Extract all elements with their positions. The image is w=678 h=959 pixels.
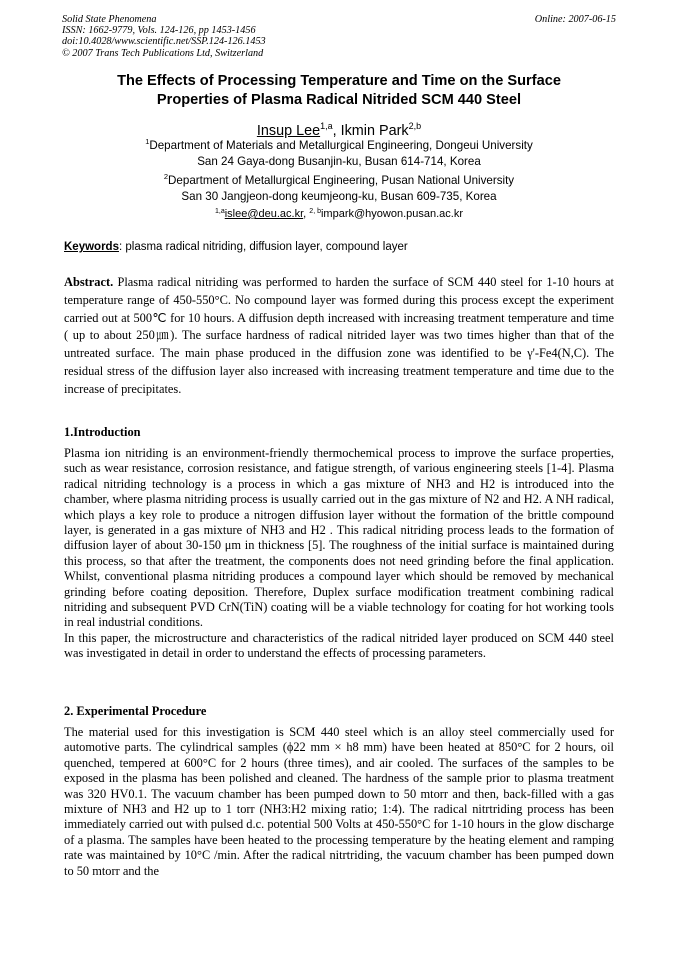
experimental-paragraph-1: The material used for this investigation is SCM 440 steel which is an alloy steel commercially used for automotive parts. The cylindrical samples (ϕ22 mm × h8 mm) have been heated at 850°C for 2 hours, oil quenched, tempered at 600°C for 2 hours (three times), and air cooled. The surfaces of the samples to be exposed in the plasma has been polished and cleaned. The hardness of the sample prior to plasma treatment was 320 HV0.1. The vacuum chamber has been pumped down to 50 mtorr and then, back-filled with a gas mixture of NH3 and H2 up to 1 torr (NH3:H2 mixing ratio; 1:4). The radical nitrtriding process has been immediately carried out with pulsed d.c. potential 500 Volts at 450-550°C for 1-10 hours in the glow discharge of a plasma. The samples have been heated to the processing temperature by the heating element and ramping rate was maintained by 10°C /min. After the radical nitrtriding, the vacuum chamber has been pumped down to 50 mtorr and the — [64, 725, 614, 878]
introduction-body — [64, 446, 614, 662]
abstract-label: Abstract. — [64, 275, 114, 289]
email-b-sup: 2, b — [309, 208, 321, 215]
keywords-label: Keywords — [64, 241, 119, 253]
affiliation-2-sup: 2 — [163, 172, 169, 181]
author-2-sup: 2,b — [408, 121, 422, 131]
email-separator: , — [303, 208, 310, 220]
email-line — [40, 205, 638, 221]
affiliation-1-sup: 1 — [145, 137, 150, 146]
journal-name: Solid State Phenomena — [62, 14, 157, 25]
affiliation-1-line-1: Department of Materials and Metallurgical Engineering, Dongeui University — [149, 139, 533, 152]
title-line-1: The Effects of Processing Temperature and Time on the Surface — [117, 73, 561, 89]
doi-line: doi:10.4028/www.scientific.net/SSP.124-126.1453 — [62, 36, 266, 48]
paper-title — [40, 72, 638, 110]
email-a-sup: 1,a — [215, 208, 225, 215]
affiliation-2-line-2: San 30 Jangjeon-dong keumjeong-ku, Busan 609-735, Korea — [181, 189, 497, 203]
section-heading-introduction: 1.Introduction — [64, 425, 141, 439]
keywords — [64, 240, 408, 254]
online-date: Online: 2007-06-15 — [534, 14, 616, 25]
email-link-a[interactable]: islee@deu.ac.kr — [224, 208, 304, 220]
affiliation-1 — [40, 134, 638, 169]
abstract — [64, 274, 614, 399]
author-1-sup: 1,a — [320, 121, 333, 131]
introduction-paragraph-1: Plasma ion nitriding is an environment-friendly thermochemical process to improve the surface properties, such as wear resistance, corrosion resistance, and fatigue strength, of various engineering steels [1-4]. Plasma radical nitriding technology is a process in which a gas mixture of NH3 and H2 is introduced into the chamber, where plasma nitriding process is usually carried out in the gas mixture of N2 and H2. A NH radical, which plays a key role to produce a nitrogen diffusion layer without the formation of the brittle compound layer, is generated in a gas mixture of NH3 and H2 . This radical nitriding process leads to the formation of diffusion layer of about 30-150 μm in thickness [5]. The roughness of the initial surface is maintained during this process, so that after the treatment, the components does not need grinding before the final application. Whilst, conventional plasma nitriding produces a compound layer which should be removed by mechanical grinding before coating deposition. Therefore, Duplex surface modification treatment combining radical nitriding and subsequent PVD CrN(TiN) coating will be a viable technology for coating for hot working tools in real industrial conditions. — [64, 446, 614, 630]
issn-line: ISSN: 1662-9779, Vols. 124-126, pp 1453-1456 — [62, 25, 256, 37]
affiliation-2 — [40, 169, 638, 204]
affiliation-1-line-2: San 24 Gaya-dong Busanjin-ku, Busan 614-714, Korea — [197, 154, 481, 168]
author-separator: , — [332, 123, 341, 139]
affiliation-2-line-1: Department of Metallurgical Engineering, Pusan National University — [168, 174, 515, 187]
author-1: Insup Lee — [256, 123, 321, 139]
journal-header — [62, 14, 266, 59]
experimental-body — [64, 725, 614, 879]
introduction-paragraph-2: In this paper, the microstructure and characteristics of the radical nitrided layer produced on SCM 440 steel was investigated in detail in order to understand the effects of processing parameters. — [64, 630, 614, 661]
email-link-b[interactable]: impark@hyowon.pusan.ac.kr — [320, 208, 463, 220]
section-heading-experimental: 2. Experimental Procedure — [64, 704, 207, 718]
copyright-line: © 2007 Trans Tech Publications Ltd, Switzerland — [62, 47, 264, 59]
abstract-text: Plasma radical nitriding was performed to harden the surface of SCM 440 steel for 1-10 hours at temperature range of 450-550°C. No compound layer was formed during this process except the experiment carried out at 500℃ for 10 hours. A diffusion depth increased with increasing treatment temperature and time ( up to about 250㎛). The surface hardness of radical nitrided layer was two times higher than that of the untreated surface. The main phase produced in the diffusion zone was identified to be γ'-Fe4(N,C). The residual stress of the diffusion layer also increased with increasing treatment temperature and time due to the increase of precipitates. — [64, 275, 614, 396]
keywords-text: plasma radical nitriding, diffusion layer, compound layer — [122, 241, 408, 253]
title-line-2: Properties of Plasma Radical Nitrided SCM 440 Steel — [156, 92, 522, 108]
author-2: Ikmin Park — [340, 123, 409, 139]
keywords-colon: : — [118, 241, 123, 253]
